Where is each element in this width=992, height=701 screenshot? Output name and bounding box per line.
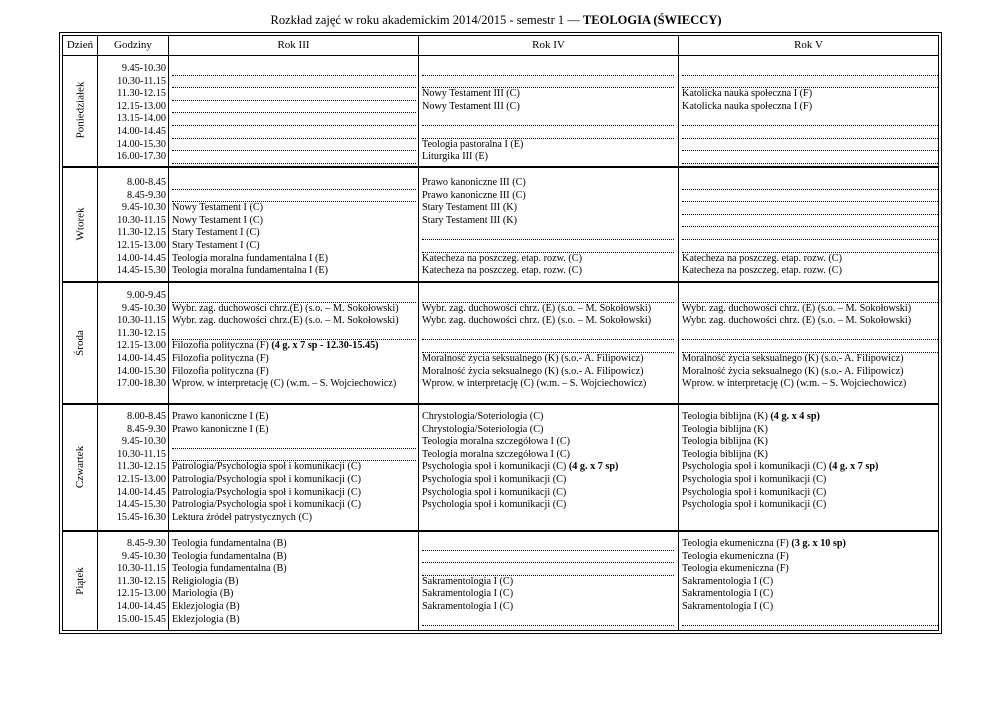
class-cell — [172, 253, 416, 266]
class-note: (4 g. x 7 sp - 12.30-15.45) — [271, 340, 379, 352]
class-cell — [172, 227, 416, 240]
class-name: Psychologia społ i komunikacji (C) — [682, 461, 829, 473]
hour-cell: 10.30-11.15 — [117, 448, 166, 460]
empty-slot — [172, 177, 416, 190]
class-cell — [172, 576, 416, 589]
day-name: Środa — [73, 329, 86, 356]
class-cell — [682, 366, 938, 379]
rok5-column — [682, 177, 938, 278]
class-cell — [682, 253, 938, 266]
empty-slot — [422, 126, 674, 139]
empty-slot — [682, 63, 938, 76]
empty-slot — [172, 290, 416, 303]
class-cell — [172, 353, 416, 366]
class-cell — [682, 411, 938, 424]
hour-cell: 9.45-10.30 — [121, 550, 166, 562]
empty-slot — [172, 101, 416, 114]
class-name: Psychologia społ i komunikacji (C) — [682, 499, 827, 511]
class-cell — [682, 424, 938, 437]
document-title — [0, 13, 992, 28]
class-cell — [422, 265, 674, 278]
hour-cell: 16.00-17.30 — [116, 151, 166, 163]
rok4-column — [422, 63, 674, 164]
class-cell — [682, 499, 938, 512]
header-rok3: Rok III — [277, 39, 310, 51]
rok5-column — [682, 411, 938, 524]
class-name: Sakramentologia I (C) — [422, 575, 514, 587]
class-cell — [422, 588, 674, 601]
hour-cell: 9.00-9.45 — [126, 290, 166, 301]
class-name: Chrystologia/Soteriologia (C) — [422, 411, 544, 422]
rok4-column — [422, 177, 674, 278]
hour-cell: 14.45-15.30 — [116, 499, 166, 511]
class-cell — [422, 378, 674, 391]
class-cell — [172, 563, 416, 576]
hour-cell: 9.45-10.30 — [121, 63, 166, 74]
class-name: Psychologia społ i komunikacji (C) — [422, 499, 567, 511]
hour-cell: 8.45-9.30 — [126, 538, 166, 549]
hour-cell: 17.00-18.30 — [116, 378, 166, 390]
rok4-column — [422, 290, 674, 391]
class-name: Eklezjologia (B) — [172, 600, 240, 612]
empty-slot — [422, 328, 674, 341]
class-name: Teologia biblijna (K) — [682, 411, 771, 422]
empty-slot — [422, 290, 674, 303]
rok4-column — [422, 411, 674, 524]
class-cell — [682, 101, 938, 114]
class-name: Wybr. zag. duchowości chrz. (E) (s.o. – M. Sokołowski) — [422, 315, 652, 327]
empty-slot — [682, 190, 938, 203]
col-sep-hours — [168, 35, 169, 631]
class-cell — [422, 215, 674, 228]
hour-cell: 10.30-11.15 — [117, 563, 166, 575]
empty-slot — [172, 436, 416, 449]
title-highlight: TEOLOGIA (ŚWIECCY) — [582, 13, 722, 27]
class-note: (4 g. x 7 sp) — [828, 461, 879, 473]
class-note: (3 g. x 10 sp) — [791, 538, 846, 549]
class-cell — [422, 177, 674, 190]
class-cell — [172, 303, 416, 316]
class-name: Stary Testament III (K) — [422, 202, 517, 214]
hour-cell: 12.15-13.00 — [116, 588, 166, 600]
hour-cell: 14.00-15.30 — [116, 138, 166, 150]
class-cell — [172, 487, 416, 500]
class-name: Teologia ekumeniczna (F) — [682, 538, 792, 549]
hour-cell: 12.15-13.00 — [116, 340, 166, 352]
title-prefix: Rozkład zajęć w roku akademickim 2014/2015 - semestr 1 — — [270, 13, 583, 27]
class-name: Sakramentologia I (C) — [682, 588, 774, 600]
class-name: Katecheza na poszczeg. etap. rozw. (C) — [422, 265, 582, 277]
class-cell — [172, 499, 416, 512]
day-separator — [62, 281, 939, 283]
header-rok4: Rok IV — [532, 39, 565, 51]
empty-slot — [682, 328, 938, 341]
empty-slot — [682, 126, 938, 139]
class-cell — [422, 601, 674, 614]
empty-slot — [422, 240, 674, 253]
hour-cell: 11.30-12.15 — [117, 575, 166, 587]
class-cell — [682, 461, 938, 474]
class-cell — [682, 487, 938, 500]
class-cell — [682, 563, 938, 576]
empty-slot — [422, 538, 674, 551]
day-name: Wtorek — [73, 207, 86, 241]
day-separator — [62, 530, 939, 532]
class-cell — [682, 538, 938, 551]
empty-slot — [682, 139, 938, 152]
class-name: Patrologia/Psychologia społ i komunikacji (C) — [172, 499, 362, 511]
class-name: Nowy Testament III (C) — [422, 88, 520, 100]
class-cell — [422, 353, 674, 366]
hour-cell: 14.45-15.30 — [116, 265, 166, 277]
empty-slot — [172, 88, 416, 101]
empty-slot — [682, 113, 938, 126]
class-name: Psychologia społ i komunikacji (C) — [422, 473, 567, 485]
hour-cell: 12.15-13.00 — [116, 473, 166, 485]
day-separator — [62, 166, 939, 168]
class-name: Prawo kanoniczne III (C) — [422, 189, 526, 201]
class-cell — [682, 512, 938, 525]
class-cell — [172, 512, 416, 525]
hour-cell: 8.45-9.30 — [126, 189, 166, 201]
rok3-column — [172, 538, 416, 626]
empty-slot — [172, 328, 416, 341]
class-name: Filozofia polityczna (F) — [172, 365, 269, 377]
class-name: Patrologia/Psychologia społ i komunikacji (C) — [172, 473, 362, 485]
class-cell — [172, 366, 416, 379]
class-cell — [682, 303, 938, 316]
class-name: Sakramentologia I (C) — [422, 600, 514, 612]
day-label — [63, 168, 97, 280]
hour-cell: 8.00-8.45 — [126, 411, 166, 422]
hours-column — [98, 290, 166, 391]
class-name: Katecheza na poszczeg. etap. rozw. (C) — [422, 252, 582, 264]
class-cell — [172, 411, 416, 424]
day-name: Piątek — [74, 567, 86, 595]
class-name: Teologia ekumeniczna (F) — [682, 563, 789, 575]
class-name: Stary Testament III (K) — [422, 214, 517, 226]
header-bottom-line — [62, 55, 939, 56]
class-name: Filozofia polityczna (F) — [172, 340, 272, 352]
empty-slot — [422, 563, 674, 576]
class-cell — [422, 449, 674, 462]
class-name: Teologia biblijna (K) — [682, 423, 768, 435]
hour-cell: 14.00-15.30 — [116, 365, 166, 377]
header-hours: Godziny — [114, 39, 152, 51]
hour-cell: 9.45-10.30 — [121, 436, 166, 448]
hour-cell: 10.30-11.15 — [117, 214, 166, 226]
class-note: (4 g. x 4 sp) — [770, 411, 820, 422]
col-sep-rok3 — [418, 35, 419, 631]
empty-slot — [172, 113, 416, 126]
class-name: Stary Testament I (C) — [172, 239, 260, 251]
hour-cell: 10.30-11.15 — [117, 315, 166, 327]
class-cell — [172, 474, 416, 487]
class-name: Wybr. zag. duchowości chrz. (E) (s.o. – M. Sokołowski) — [682, 315, 912, 327]
empty-slot — [172, 63, 416, 76]
class-cell — [682, 588, 938, 601]
class-name: Eklezjologia (B) — [172, 613, 240, 625]
class-note: (4 g. x 7 sp) — [568, 461, 619, 473]
empty-slot — [422, 63, 674, 76]
hour-cell: 8.00-8.45 — [126, 177, 166, 188]
class-cell — [422, 436, 674, 449]
hour-cell: 9.45-10.30 — [121, 202, 166, 214]
empty-slot — [682, 76, 938, 89]
empty-slot — [422, 76, 674, 89]
class-name: Wybr. zag. duchowości chrz.(E) (s.o. – M. Sokołowski) — [172, 315, 399, 327]
class-name: Psychologia społ i komunikacji (C) — [422, 486, 567, 498]
hour-cell: 10.30-11.15 — [117, 75, 166, 87]
class-cell — [682, 436, 938, 449]
class-cell — [422, 315, 674, 328]
class-name: Katolicka nauka społeczna I (F) — [682, 88, 813, 100]
rok3-column — [172, 411, 416, 524]
hour-cell: 14.00-14.45 — [116, 352, 166, 364]
class-cell — [422, 88, 674, 101]
class-name: Nowy Testament I (C) — [172, 202, 264, 214]
hours-column — [98, 177, 166, 278]
class-name: Wybr. zag. duchowości chrz.(E) (s.o. – M. Sokołowski) — [172, 302, 399, 314]
class-cell — [172, 215, 416, 228]
empty-slot — [682, 202, 938, 215]
hour-cell: 15.00-15.45 — [116, 613, 166, 625]
empty-slot — [422, 551, 674, 564]
class-name: Nowy Testament III (C) — [422, 100, 520, 112]
hour-cell: 11.30-12.15 — [117, 227, 166, 239]
empty-slot — [422, 113, 674, 126]
class-name: Teologia moralna szczegółowa I (C) — [422, 448, 571, 460]
empty-slot — [172, 139, 416, 152]
hour-cell: 11.30-12.15 — [117, 327, 166, 339]
hour-cell: 12.15-13.00 — [116, 100, 166, 112]
header-rok5: Rok V — [794, 39, 823, 51]
class-name: Sakramentologia I (C) — [682, 575, 774, 587]
class-name: Teologia moralna szczegółowa I (C) — [422, 436, 571, 448]
hour-cell: 13.15-14.00 — [116, 113, 166, 125]
class-name: Teologia pastoralna I (E) — [422, 138, 524, 150]
empty-slot — [172, 190, 416, 203]
class-name: Stary Testament I (C) — [172, 227, 260, 239]
class-cell — [172, 202, 416, 215]
empty-slot — [682, 340, 938, 353]
empty-slot — [682, 240, 938, 253]
class-name: Katecheza na poszczeg. etap. rozw. (C) — [682, 252, 842, 264]
class-cell — [172, 614, 416, 627]
rok3-column — [172, 290, 416, 391]
class-cell — [682, 551, 938, 564]
class-cell — [422, 512, 674, 525]
rok5-column — [682, 538, 938, 626]
class-name: Sakramentologia I (C) — [682, 600, 774, 612]
class-cell — [422, 499, 674, 512]
class-cell — [422, 202, 674, 215]
class-name: Katolicka nauka społeczna I (F) — [682, 100, 813, 112]
class-cell — [422, 411, 674, 424]
empty-slot — [682, 151, 938, 164]
rok5-column — [682, 290, 938, 391]
class-name: Wybr. zag. duchowości chrz. (E) (s.o. – M. Sokołowski) — [682, 302, 912, 314]
class-name: Patrologia/Psychologia społ i komunikacji (C) — [172, 461, 362, 473]
class-name: Psychologia społ i komunikacji (C) — [422, 461, 569, 473]
class-cell — [422, 303, 674, 316]
hour-cell: 14.00-14.45 — [116, 252, 166, 264]
class-name: Teologia fundamentalna (B) — [172, 550, 287, 562]
class-name: Teologia fundamentalna (B) — [172, 538, 287, 549]
class-name: Teologia biblijna (K) — [682, 436, 768, 448]
class-cell — [422, 253, 674, 266]
col-sep-rok4 — [678, 35, 679, 631]
class-cell — [682, 353, 938, 366]
empty-slot — [422, 227, 674, 240]
class-cell — [422, 139, 674, 152]
hours-column — [98, 411, 166, 524]
hour-cell: 11.30-12.15 — [117, 461, 166, 473]
class-name: Sakramentologia I (C) — [422, 588, 514, 600]
header-day: Dzień — [66, 39, 94, 51]
day-label — [63, 405, 97, 528]
class-name: Psychologia społ i komunikacji (C) — [682, 473, 827, 485]
class-name: Wprow. w interpretację (C) (w.m. – S. Wojciechowicz) — [422, 378, 647, 390]
class-cell — [172, 424, 416, 437]
class-cell — [172, 265, 416, 278]
hour-cell: 15.45-16.30 — [116, 511, 166, 523]
class-name: Chrystologia/Soteriologia (C) — [422, 423, 544, 435]
class-name: Prawo kanoniczne I (E) — [172, 423, 269, 435]
class-name: Prawo kanoniczne III (C) — [422, 177, 526, 188]
class-cell — [682, 449, 938, 462]
class-name: Liturgika III (E) — [422, 151, 489, 163]
class-cell — [172, 601, 416, 614]
class-cell — [172, 551, 416, 564]
empty-slot — [682, 290, 938, 303]
class-name: Nowy Testament I (C) — [172, 214, 264, 226]
empty-slot — [172, 449, 416, 462]
class-name: Wprow. w interpretację (C) (w.m. – S. Wojciechowicz) — [172, 378, 397, 390]
class-name: Mariologia (B) — [172, 588, 234, 600]
class-cell — [422, 487, 674, 500]
class-cell — [682, 601, 938, 614]
class-name: Wybr. zag. duchowości chrz. (E) (s.o. – M. Sokołowski) — [422, 302, 652, 314]
hours-column — [98, 538, 166, 626]
class-cell — [422, 366, 674, 379]
empty-slot — [172, 126, 416, 139]
hour-cell: 11.30-12.15 — [117, 88, 166, 100]
class-cell — [682, 474, 938, 487]
class-cell — [172, 378, 416, 391]
rok3-column — [172, 63, 416, 164]
class-cell — [172, 538, 416, 551]
class-name: Teologia fundamentalna (B) — [172, 563, 287, 575]
class-name: Patrologia/Psychologia społ i komunikacji (C) — [172, 486, 362, 498]
day-label — [63, 532, 97, 630]
day-name: Czwartek — [74, 445, 86, 488]
class-name: Lektura źródeł patrystycznych (C) — [172, 511, 313, 523]
empty-slot — [682, 614, 938, 627]
empty-slot — [422, 340, 674, 353]
class-cell — [172, 340, 416, 353]
class-cell — [422, 474, 674, 487]
class-cell — [422, 151, 674, 164]
rok5-column — [682, 63, 938, 164]
empty-slot — [172, 76, 416, 89]
empty-slot — [422, 614, 674, 627]
day-label — [63, 56, 97, 164]
day-name: Poniedziałek — [74, 81, 87, 139]
class-name: Moralność życia seksualnego (K) (s.o.- A. Filipowicz) — [682, 352, 904, 364]
hour-cell: 9.45-10.30 — [121, 302, 166, 314]
class-name: Filozofia polityczna (F) — [172, 352, 269, 364]
class-cell — [422, 190, 674, 203]
class-cell — [682, 88, 938, 101]
day-separator — [62, 403, 939, 405]
empty-slot — [682, 227, 938, 240]
hour-cell: 14.00-14.45 — [116, 600, 166, 612]
class-cell — [682, 265, 938, 278]
class-cell — [422, 461, 674, 474]
day-label — [63, 283, 97, 402]
class-name: Prawo kanoniczne I (E) — [172, 411, 269, 422]
hour-cell: 12.15-13.00 — [116, 239, 166, 251]
class-cell — [682, 576, 938, 589]
empty-slot — [172, 151, 416, 164]
empty-slot — [682, 215, 938, 228]
class-name: Religiologia (B) — [172, 575, 239, 587]
hour-cell: 8.45-9.30 — [126, 423, 166, 435]
class-cell — [682, 315, 938, 328]
class-name: Psychologia społ i komunikacji (C) — [682, 486, 827, 498]
class-cell — [172, 240, 416, 253]
class-name: Moralność życia seksualnego (K) (s.o.- A. Filipowicz) — [422, 365, 644, 377]
hours-column — [98, 63, 166, 164]
class-name: Teologia biblijna (K) — [682, 448, 768, 460]
class-name: Teologia moralna fundamentalna I (E) — [172, 252, 328, 264]
class-name: Teologia ekumeniczna (F) — [682, 550, 789, 562]
class-cell — [422, 101, 674, 114]
class-name: Moralność życia seksualnego (K) (s.o.- A. Filipowicz) — [682, 365, 904, 377]
empty-slot — [682, 177, 938, 190]
class-name: Moralność życia seksualnego (K) (s.o.- A. Filipowicz) — [422, 352, 644, 364]
class-name: Teologia moralna fundamentalna I (E) — [172, 265, 328, 277]
rok3-column — [172, 177, 416, 278]
hour-cell: 14.00-14.45 — [116, 486, 166, 498]
class-cell — [422, 576, 674, 589]
class-name: Wprow. w interpretację (C) (w.m. – S. Wojciechowicz) — [682, 378, 907, 390]
class-cell — [172, 588, 416, 601]
class-cell — [172, 315, 416, 328]
rok4-column — [422, 538, 674, 626]
class-name: Katecheza na poszczeg. etap. rozw. (C) — [682, 265, 842, 277]
hour-cell: 14.00-14.45 — [116, 125, 166, 137]
class-cell — [172, 461, 416, 474]
class-cell — [422, 424, 674, 437]
class-cell — [682, 378, 938, 391]
